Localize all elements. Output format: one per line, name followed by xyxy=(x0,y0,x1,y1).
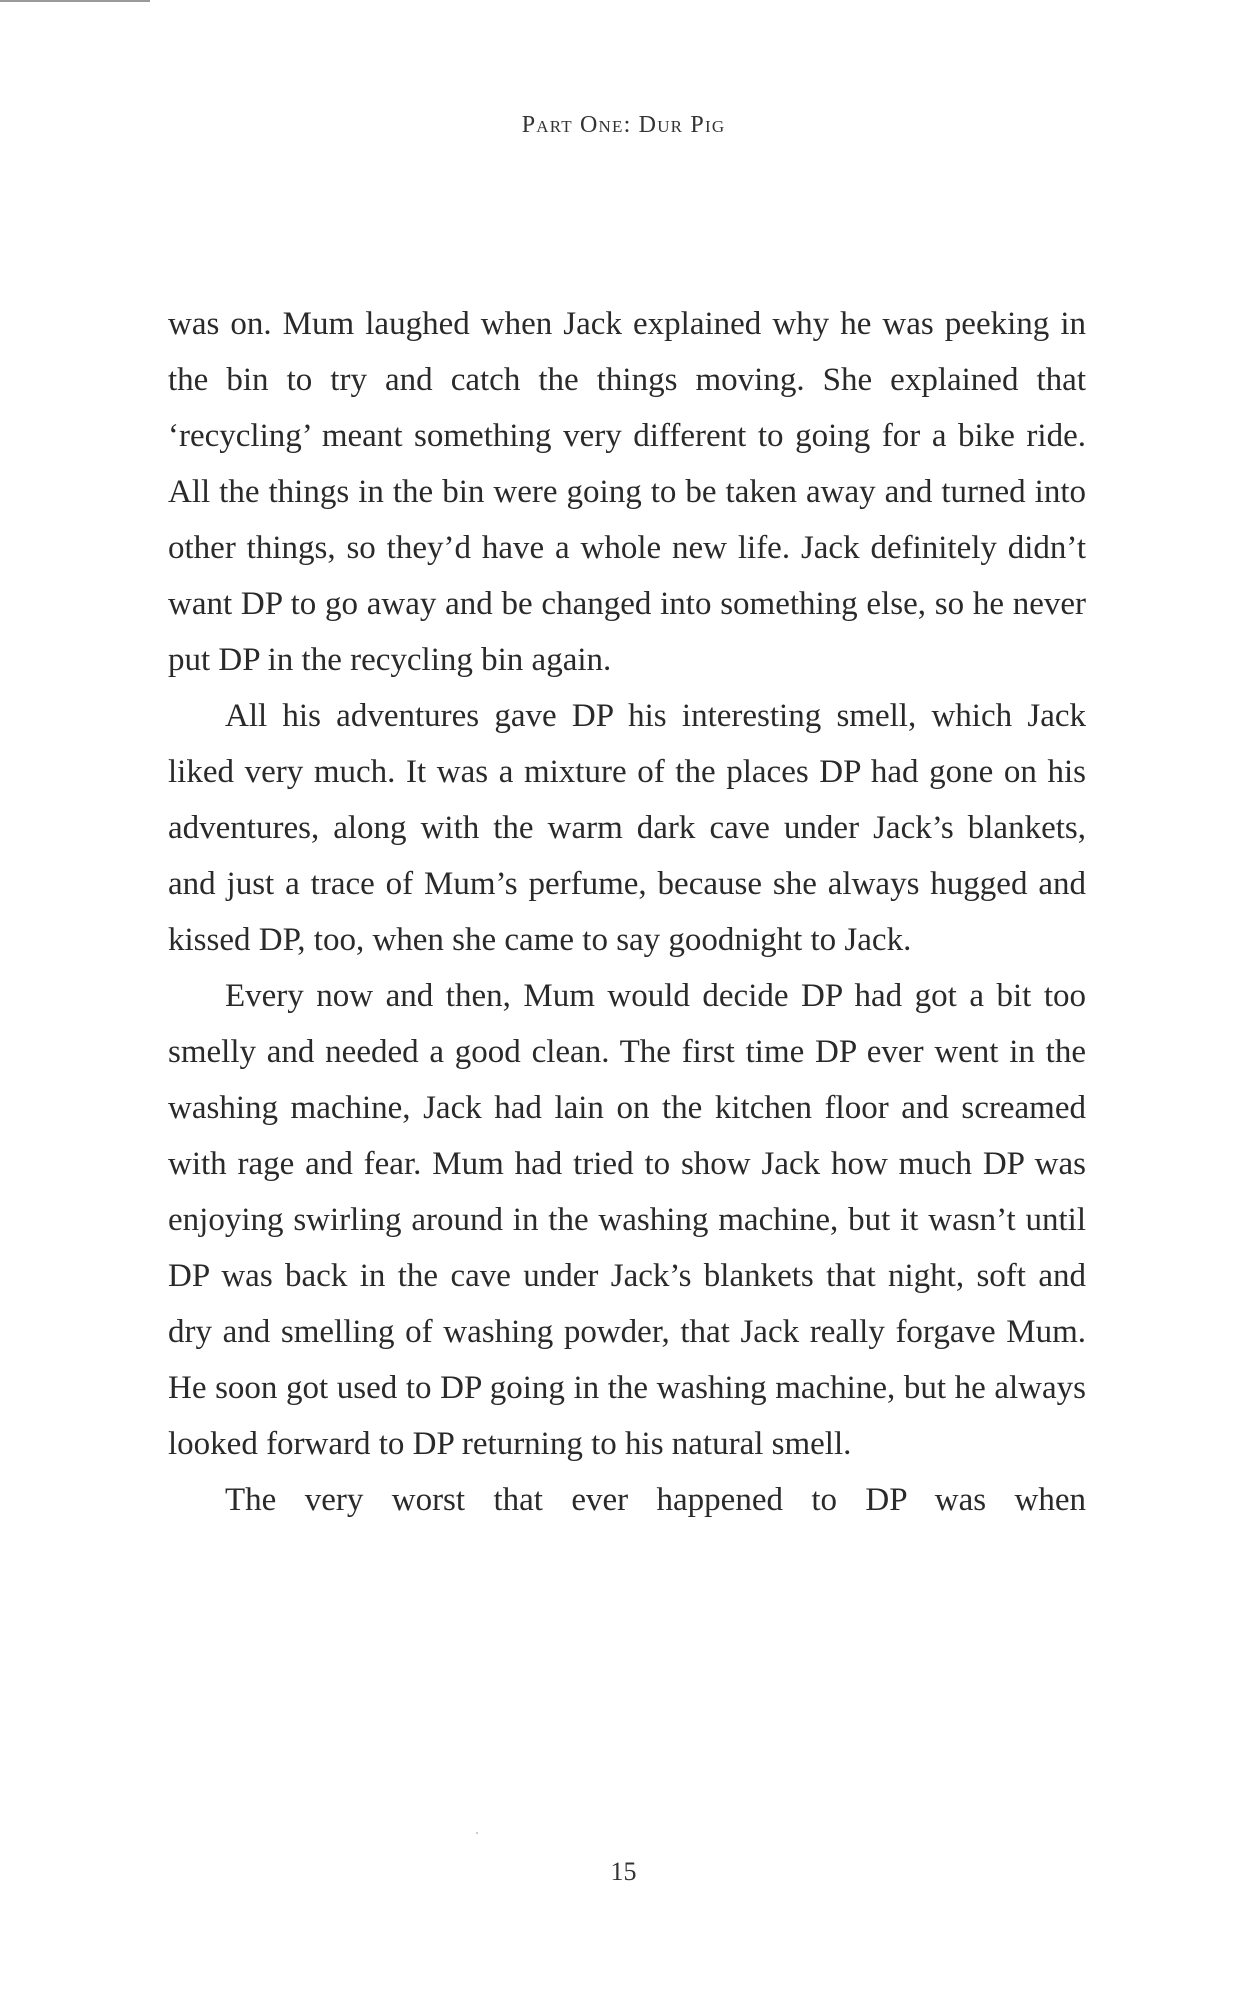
print-speck xyxy=(476,1832,478,1834)
paragraph-4: The very worst that ever happened to DP was when xyxy=(225,1482,1086,1518)
page-number: 15 xyxy=(610,1857,637,1886)
body-text xyxy=(168,296,1086,1528)
paragraph-3: Every now and then, Mum would decide DP had got a bit too smelly and needed a good clean. The first time DP ever went in the washing machine, Jack had lain on the kitchen floor and screamed with rage and fear. Mum had tried to show Jack how much DP was enjoying swirling around in the washing machine, but it wasn’t until DP was back in the cave under Jack’s blankets that night, soft and dry and smelling of washing powder, that Jack really forgave Mum. He soon got used to DP going in the washing machine, but he always looked forward to DP returning to his natural smell. xyxy=(168,978,1086,1462)
running-head: Part One: Dur Pig xyxy=(521,112,726,138)
paragraph-2: All his adventures gave DP his interesting smell, which Jack liked very much. It was a mixture of the places DP had gone on his adventures, along with the warm dark cave under Jack’s blankets, and just a trace of Mum’s perfume, because she always hugged and kissed DP, too, when she came to say goodnight to Jack. xyxy=(168,698,1086,958)
page-edge-line xyxy=(0,0,150,2)
paragraph-1: was on. Mum laughed when Jack explained why he was peeking in the bin to try and catch the things moving. She explained that ‘recycling’ meant something very different to going for a bike ride. All the things in the bin were going to be taken away and turned into other things, so they’d have a whole new life. Jack definitely didn’t want DP to go away and be changed into something else, so he never put DP in the recycling bin again. xyxy=(168,306,1086,678)
